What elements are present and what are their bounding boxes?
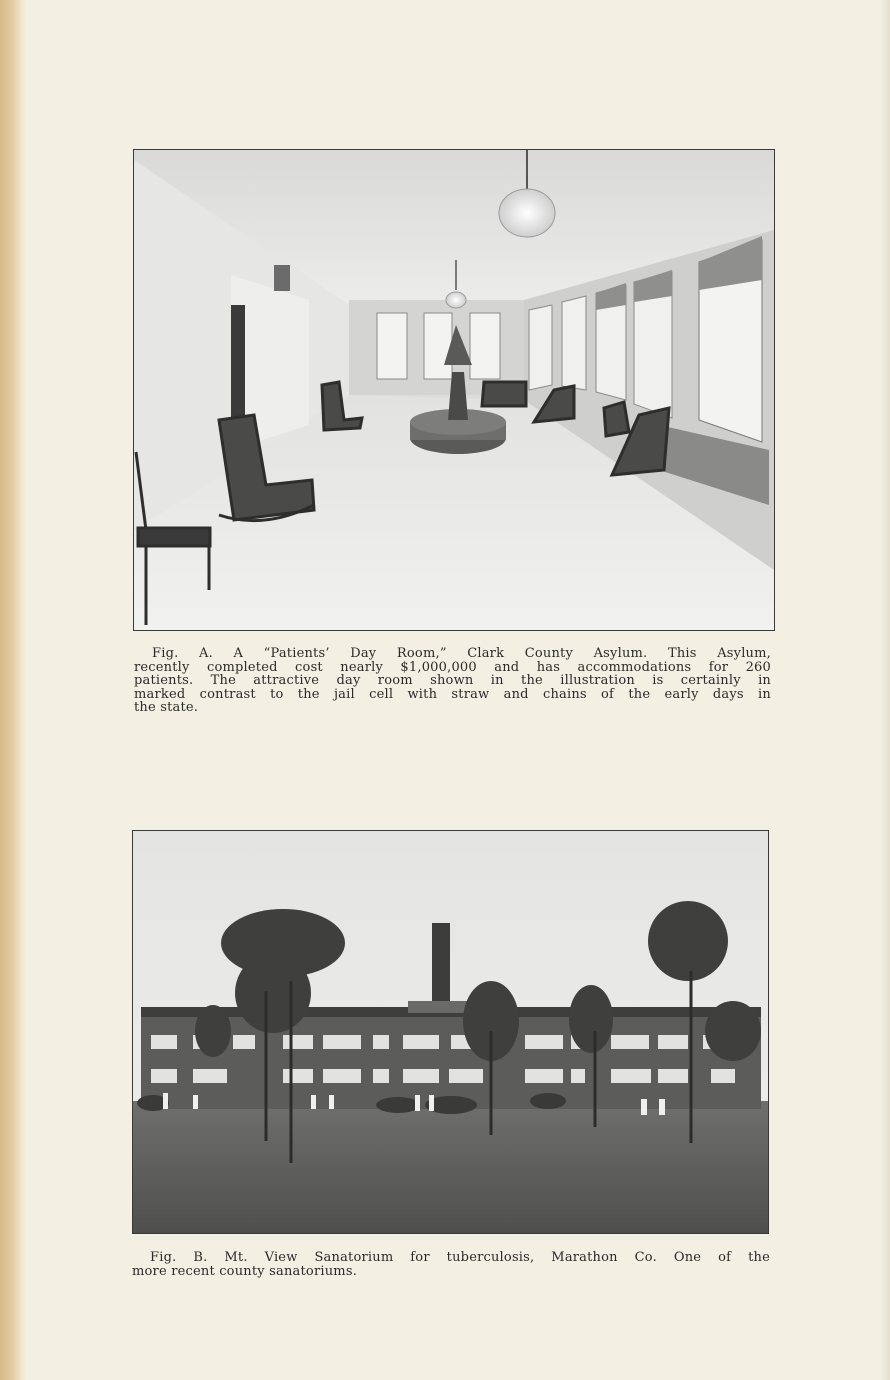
caption-line: Fig. B. Mt. View Sanatorium for tuberculosis, Marathon Co. One of the bbox=[150, 1250, 770, 1265]
caption-line: Fig. A. A “Patients’ Day Room,” Clark County Asylum. This Asylum, bbox=[152, 646, 771, 661]
caption-line: marked contrast to the jail cell with straw and chains of the early days in bbox=[134, 686, 771, 702]
caption-fig-b bbox=[132, 1251, 770, 1278]
caption-line: patients. The attractive day room shown in the illustration is certainly in bbox=[134, 673, 771, 688]
page-edge-shadow bbox=[880, 0, 890, 1380]
caption-line: the state. bbox=[134, 700, 199, 715]
caption-fig-a bbox=[134, 647, 771, 715]
photo-patients-day-room bbox=[133, 149, 775, 631]
caption-line: more recent county sanatoriums. bbox=[132, 1263, 358, 1279]
caption-line: recently completed cost nearly $1,000,000 and has accommodations for 260 bbox=[134, 659, 771, 675]
page-edge-stain bbox=[0, 0, 26, 1380]
photo-mt-view-sanatorium bbox=[132, 830, 769, 1234]
